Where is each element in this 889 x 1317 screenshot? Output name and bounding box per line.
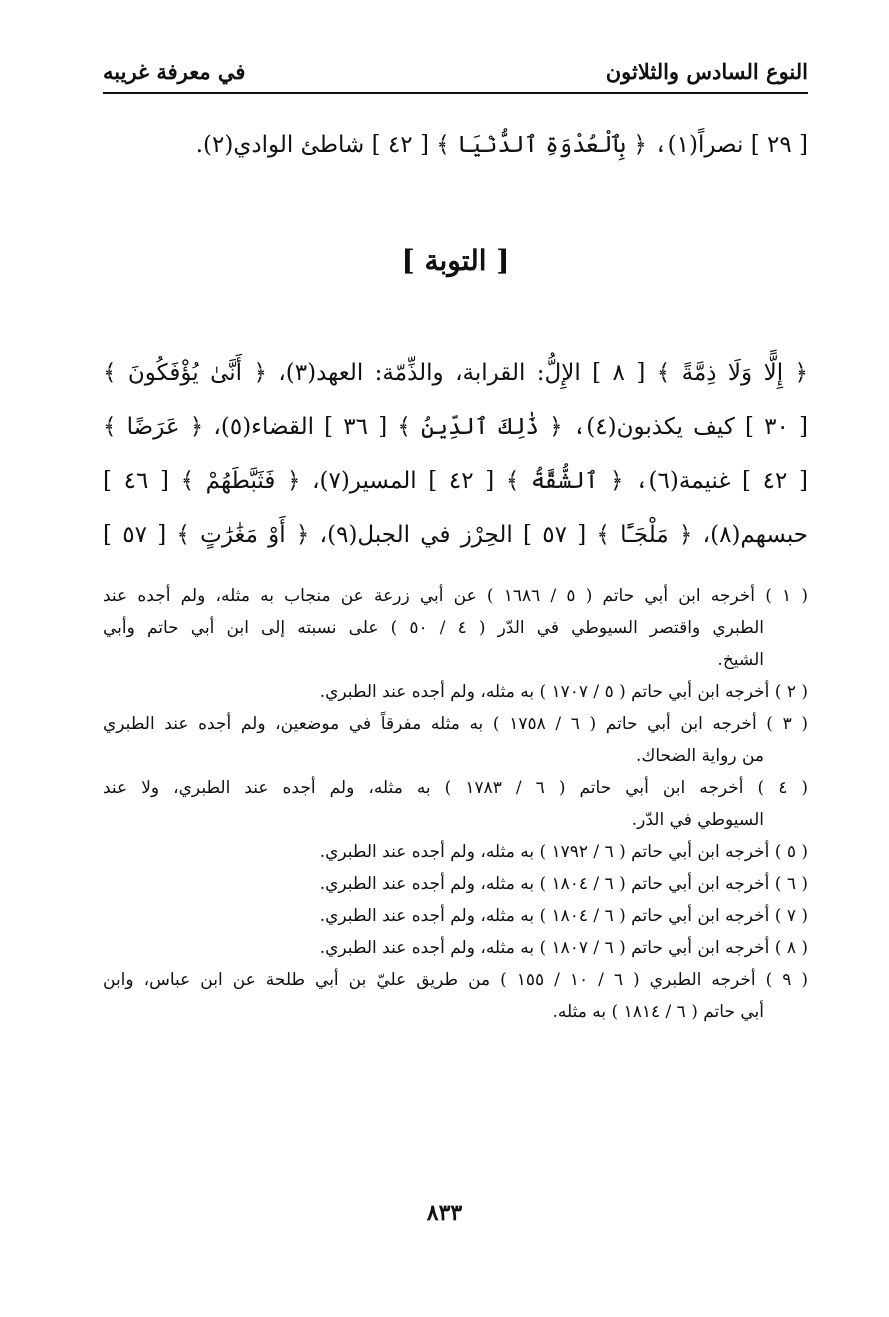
footnotes <box>103 580 808 1028</box>
footnote-line: أبي حاتم ( ٦ / ١٨١٤ ) به مثله. <box>552 1002 764 1022</box>
body-line: [ ٣٠ ] كيف يكذبون(٤)، ﴿ ذَٰلِكَ ٱلدِّينُ ﴾ [ ٣٦ ] القضاء(٥)، ﴿ عَرَضًا ﴾ <box>103 414 808 440</box>
footnote-line: ( ٩ ) أخرجه الطبري ( ٦ / ١٠ / ١٥٥ ) من طريق عليّ بن أبي طلحة عن ابن عباس، وابن <box>103 970 808 990</box>
footnote-1 <box>103 580 808 676</box>
footnote-line: ( ٢ ) أخرجه ابن أبي حاتم ( ٥ / ١٧٠٧ ) به مثله، ولم أجده عند الطبري. <box>319 682 808 702</box>
footnote-7 <box>103 900 808 932</box>
header-chapter-title: النوع السادس والثلاثون <box>605 59 808 84</box>
body-text <box>103 346 808 562</box>
page-number: ٨٣٣ <box>426 1200 463 1226</box>
footnote-line: ( ٦ ) أخرجه ابن أبي حاتم ( ٦ / ١٨٠٤ ) به مثله، ولم أجده عند الطبري. <box>319 874 808 894</box>
body-line: حبسهم(٨)، ﴿ مَلْجَـًٔا ﴾ [ ٥٧ ] الحِرْز في الجبل(٩)، ﴿ أَوْ مَغَٰرَٰتٍ ﴾ [ ٥٧ ] <box>103 522 808 548</box>
body-line: [ ٤٢ ] غنيمة(٦)، ﴿ ٱلشُّقَّةُ ﴾ [ ٤٢ ] المسير(٧)، ﴿ فَثَبَّطَهُمْ ﴾ [ ٤٦ ] <box>103 468 808 494</box>
footnote-line: الشيخ. <box>717 650 764 670</box>
footnote-9 <box>103 964 808 1028</box>
footnote-line: السيوطي في الدّر. <box>631 810 764 830</box>
footnote-6 <box>103 868 808 900</box>
intro-text <box>103 118 808 172</box>
intro-line: [ ٢٩ ] نصراً(١)، ﴿ بِٱلْعُدْوَةِ ٱلدُّنْيَا ﴾ [ ٤٢ ] شاطئ الوادي(٢). <box>195 132 808 158</box>
footnote-line: ( ٧ ) أخرجه ابن أبي حاتم ( ٦ / ١٨٠٤ ) به مثله، ولم أجده عند الطبري. <box>319 906 808 926</box>
footnote-line: ( ٥ ) أخرجه ابن أبي حاتم ( ٦ / ١٧٩٢ ) به مثله، ولم أجده عند الطبري. <box>319 842 808 862</box>
section-title: [ التوبة ] <box>401 244 510 277</box>
footnote-4 <box>103 772 808 836</box>
footnote-5 <box>103 836 808 868</box>
footnote-line: ( ١ ) أخرجه ابن أبي حاتم ( ٥ / ١٦٨٦ ) عن أبي زرعة عن منجاب به مثله، ولم أجده عند <box>103 586 808 606</box>
footnote-3 <box>103 708 808 772</box>
footnote-line: ( ٣ ) أخرجه ابن أبي حاتم ( ٦ / ١٧٥٨ ) به مثله مفرقاً في موضعين، ولم أجده عند الطبري <box>103 714 808 734</box>
running-header <box>103 52 808 94</box>
footnote-2 <box>103 676 808 708</box>
footnote-line: الطبري واقتصر السيوطي في الدّر ( ٤ / ٥٠ ) على نسبته إلى ابن أبي حاتم وأبي <box>103 618 765 638</box>
footnote-line: ( ٨ ) أخرجه ابن أبي حاتم ( ٦ / ١٨٠٧ ) به مثله، ولم أجده عند الطبري. <box>319 938 808 958</box>
body-line: ﴿ إِلًّا وَلَا ذِمَّةً ﴾ [ ٨ ] الإِلُّ: القرابة، والذِّمّة: العهد(٣)، ﴿ أَنَّىٰ يُؤْفَكُونَ ﴾ <box>103 360 808 386</box>
header-section-title: في معرفة غريبه <box>103 59 246 84</box>
footnote-line: ( ٤ ) أخرجه ابن أبي حاتم ( ٦ / ١٧٨٣ ) به مثله، ولم أجده عند الطبري، ولا عند <box>103 778 808 798</box>
footnote-line: من رواية الضحاك. <box>635 746 764 766</box>
footnote-8 <box>103 932 808 964</box>
